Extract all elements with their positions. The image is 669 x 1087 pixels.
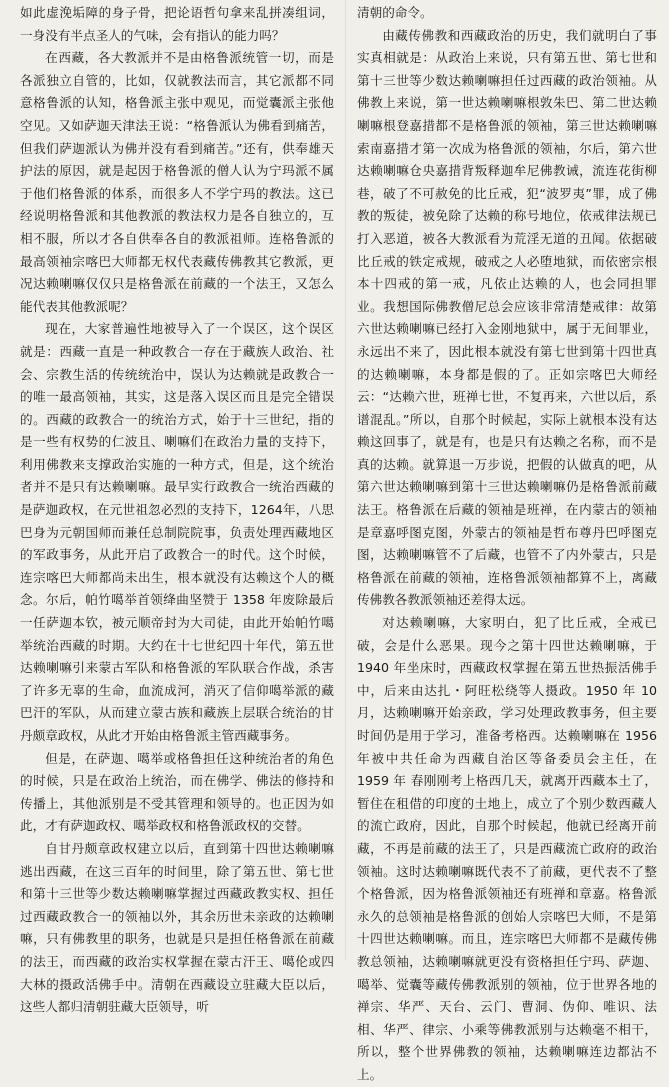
paragraph: 对达赖喇嘛，大家明白，犯了比丘戒，全戒已破，会是什么恶果。现今之第十四世达赖喇嘛，于 1940 年坐床时，西藏政权掌握在第五世热振活佛手中，后来由达扎・阿旺松绕等人摄政。1950 年 10 月，达赖喇嘛开始亲政，学习处理政教事务，但主要时间仍是用于学习，准备考格西。达赖喇嘛在 1956 年被中共任命为西藏自治区等备委员会主任，在 1959 年 春刚刚考上格西几天，就离开西藏本土了，暂住在租借的印度的土地上，成立了个别少数西藏人的流亡政府，因此，自那个时候起，他就已经离开前藏，不再是前藏的法王了，只是西藏流亡政府的政治领袖。这时达赖喇嘛既代表不了前藏，更代表不了整个格鲁派，因为格鲁派领袖还有班禅和章嘉。格鲁派永久的总领袖是格鲁派的创始人宗喀巴大师，不是第十四世达赖喇嘛。而且，连宗喀巴大师都不是藏传佛教总领袖，达赖喇嘛就更没有资格担任宁玛、萨迦、噶举、觉囊等藏传佛教派别的领袖，位于世界各地的禅宗、华严、天台、云门、曹洞、伪仰、唯识、法相、华严、律宗、小乘等佛教派别与达赖毫不相干，所以，整个世界佛教的领袖，达赖喇嘛连边都沾不上。 <box>357 615 657 1082</box>
left-column <box>20 2 334 1015</box>
paragraph: 如此虚浼垢障的身子骨，把论语哲句拿来乱拼凑组词，一身没有半点圣人的气味，会有指认的能力吗？ <box>20 5 334 43</box>
column-divider <box>345 0 346 960</box>
paragraph: 现在，大家普遍性地被导入了一个误区，这个误区就是：西藏一直是一种政教合一存在于藏族人政治、社会、宗教生活的传统统治中，误认为达赖就是政教合一的唯一最高领袖，其实，这是落入误区而且是完全错误的。西藏的政教合一的统治方式，始于十三世纪，指的是一些有权势的仁波且、喇嘛们在政治力量的支持下，利用佛教来支撑政治实施的一种方式，但是，这个统治者并不是只有达赖喇嘛。最早实行政教合一统治西藏的是萨迦政权，在元世祖忽必烈的支持下，1264年，八思巴身为元朝国师而兼任总制院院事，负责处理西藏地区的军政事务，从此开启了政教合一的时代。这个时候，连宗喀巴大师都尚未出生，根本就没有达赖这个人的概念。尔后，帕竹噶举首领绛曲坚赞于 1358 年废除最后一任萨迦本钦，被元顺帝封为大司徒，由此开始帕竹噶举统治西藏的时期。大约在十七世纪四十年代，第五世达赖喇嘛引来蒙古军队和格鲁派的军队联合作战，杀害了许多无辜的生命，血流成河，消灭了信仰噶举派的藏巴汗的军队，从而建立蒙古族和藏族上层联合统治的甘丹颇章政权，从此才开始由格鲁派主管西藏事务。 <box>20 321 334 743</box>
paragraph: 但是，在萨迦、噶举或格鲁担任这种统治者的角色的时候，只是在政治上统治，而在佛学、佛法的修持和传播上，其他派别是不受其管理和领导的。也正因为如此，才有萨迦政权、噶举政权和格鲁派政权的交替。 <box>20 750 334 834</box>
paragraph: 自甘丹颇章政权建立以后，直到第十四世达赖喇嘛逃出西藏，在这三百年的时间里，除了第五世、第七世和第十三世等少数达赖喇嘛掌握过西藏政教实权、担任过西藏政教合一的领袖以外，其余历世未亲政的达赖喇嘛，只有佛教里的职务，也就是只是担任格鲁派在前藏的法王，而西藏的政治实权掌握在蒙古汗王、噶伦或四大林的摄政活佛手中。清朝在西藏设立驻藏大臣以后，这些人都归清朝驻藏大臣领导，听 <box>20 840 334 1015</box>
right-column <box>357 2 657 1082</box>
paragraph: 由藏传佛教和西藏政治的历史，我们就明白了事实真相就是：从政治上来说，只有第五世、第七世和第十三世等少数达赖喇嘛担任过西藏的政治领袖。从佛教上来说，第一世达赖喇嘛根敦朱巴、第二世达赖喇嘛根登嘉措都不是格鲁派的领袖，第三世达赖喇嘛索南嘉措才第一次成为格鲁派的领袖，尔后，第六世达赖喇嘛仓央嘉措背叛释迦牟尼佛教诫，流连花街柳巷，破了不可赦免的比丘戒，犯“波罗夷”罪，成了佛教的叛徒，被免除了达赖的称号地位，依戒律法规已打入恶道，被各大教派看为荒淫无道的丑闻。依据破比丘戒的铁定戒规，破戒之人必堕地狱，而依密宗根本十四戒的第一戒，凡依止达赖的人，也会同担罪业。我想国际佛教僧尼总会应该非常清楚戒律：故第六世达赖喇嘛已经打入金刚地狱中，属于无间罪业，永远出不来了，因此根本就没有第七世到第十四世真的达赖喇嘛，本身都是假的了。正如宗喀巴大师经云：“达赖六世，班禅七世，不复再来，六世以后，系谱混乱。”所以，自那个时候起，实际上就根本没有达赖这回事了，就是有，也是只有达赖之名称，而不是真的达赖。就算退一万步说，把假的认做真的吧，从第六世达赖喇嘛到第十三世达赖喇嘛仍是格鲁派前藏法王。格鲁派在后藏的领袖是班禅，在内蒙古的领袖是章嘉呼图克图，外蒙古的领袖是哲布尊丹巴呼图克图，达赖喇嘛管不了后藏，也管不了内外蒙古，只是格鲁派在前藏的领袖，连格鲁派领袖都算不上，离藏传佛教各教派领袖还差得太远。 <box>357 27 657 608</box>
paragraph: 在西藏，各大教派并不是由格鲁派统管一切，而是各派独立自管的，比如，仅就教法而言，其它派都不同意格鲁派的认知，格鲁派主张中观见，而觉囊派主张他空见。又如萨迦天津法王说：“格鲁派认为佛看到痛苦，但我们萨迦派认为佛并没有看到痛苦。”还有，供奉雄天护法的原因，就是起因于格鲁派的僧人认为宁玛派不属于他们格鲁派的体系，而很多人不学宁玛的教法。这已经说明格鲁派和其他教派的教法权力是各自独立的，互相不服，所以才各自供奉各自的教派祖师。连格鲁派的最高领袖宗喀巴大师都无权代表藏传佛教其它教派，更况达赖喇嘛仅仅只是格鲁派在前藏的一个法王，又怎么能代表其他教派呢？ <box>20 50 334 314</box>
paragraph: 清朝的命令。 <box>357 5 433 20</box>
